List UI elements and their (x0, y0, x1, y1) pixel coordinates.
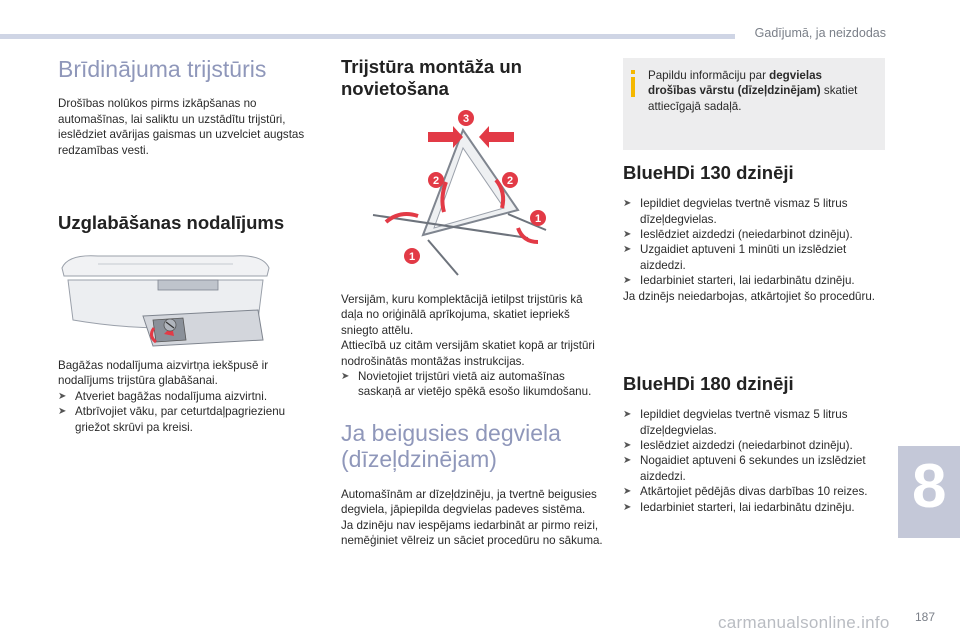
info-icon (631, 70, 635, 98)
list-item: ➤ Atkārtojiet pēdējās divas darbības 10 reizes. (623, 485, 868, 499)
storage-text: Bagāžas nodalījuma aizvirtņa iekšpusē ir nodalījums trijstūra glabāšanai. (58, 359, 269, 388)
list-item: ➤ Iepildiet degvielas tvertnē vismaz 5 litrus dīzeļdegvielas. (623, 408, 848, 437)
arrow-bullet-icon: ➤ (341, 371, 350, 383)
engine-130-section (623, 162, 885, 304)
callout-2-right: 2 (506, 175, 514, 187)
watermark: carmanualsonline.info (718, 613, 890, 632)
arrow-bullet-icon: ➤ (623, 440, 632, 451)
list-item: ➤ Nogaidiet aptuveni 6 sekundes un izslēdziet aizdedzi. (623, 454, 866, 483)
triangle-assembly-illustration (368, 110, 568, 285)
chapter-number: 8 (912, 452, 947, 521)
callout-1-left: 1 (408, 251, 416, 263)
list-item: ➤ Iepildiet degvielas tvertnē vismaz 5 litrus dīzeļdegvielas. (623, 197, 848, 226)
arrow-bullet-icon: ➤ (58, 390, 67, 402)
page-number: 187 (915, 610, 936, 624)
arrow-bullet-icon: ➤ (623, 198, 632, 210)
chapter-title: Gadījumā, ja neizdodas (754, 26, 886, 40)
chapter-tab (898, 446, 960, 538)
assembly-text: Versijām, kuru komplektācijā ietilpst trijstūris kā daļa no oriģinālā aprīkojuma, skatiet iepriekš sniegto attēlu. (341, 293, 583, 337)
intro-paragraph: Drošības nolūkos pirms izkāpšanas no automašīnas, lai saliktu un uzstādītu trijstūri, ieslēdziet avārijas gaismas un uzvelciet augstas redzamības vesti. (58, 97, 305, 157)
fuel-text-2: Ja dzinēju nav iespējams iedarbināt ar pirmo reizi, nemēģiniet vēlreiz un sāciet procedūru no sākuma. (341, 518, 603, 547)
callout-3: 3 (462, 113, 470, 125)
engine-180-section (623, 373, 885, 515)
list-item: ➤ Ieslēdziet aizdedzi (neiedarbinot dzinēju). (623, 228, 853, 241)
arrow-bullet-icon: ➤ (623, 275, 632, 287)
list-item: ➤ Atveriet bagāžas nodalījuma aizvirtni. (58, 389, 268, 403)
header-bar (0, 34, 735, 39)
assembly-text-2: Attiecībā uz citām versijām skatiet kopā ar trijstūri nodrošinātās montāžas instrukcijas. (341, 339, 595, 368)
list-item: ➤ Novietojiet trijstūri vietā aiz automašīnas saskaņā ar vietējo spēkā esošo likumdošanu. (341, 370, 592, 399)
list-item: ➤ Ieslēdziet aizdedzi (neiedarbinot dzinēju). (623, 439, 853, 452)
storage-instructions (58, 358, 308, 435)
list-item: ➤ Atbrīvojiet vāku, par ceturtdaļpagriezienu griežot skrūvi pa kreisi. (58, 405, 286, 434)
engine-130-note: Ja dzinējs neiedarbojas, atkārtojiet šo procedūru. (623, 289, 875, 303)
callout-1-right: 1 (534, 213, 542, 225)
arrow-bullet-icon: ➤ (58, 406, 67, 418)
info-text: Papildu informāciju par degvielas drošības vārstu (dīzeļdzinējam) skatiet attiecīgajā sadaļā. (648, 69, 858, 113)
section-title-assembly: Trijstūra montāža un novietošana (341, 56, 522, 100)
arrow-bullet-icon: ➤ (623, 409, 632, 421)
section-title-storage: Uzglabāšanas nodalījums (58, 212, 285, 234)
section-title-bluehdi-180: BlueHDi 180 dzinēji (623, 373, 794, 394)
arrow-bullet-icon: ➤ (623, 244, 632, 256)
info-box (623, 58, 885, 150)
trunk-compartment-illustration (58, 250, 273, 355)
list-item: ➤ Iedarbiniet starteri, lai iedarbinātu dzinēju. (623, 274, 855, 288)
list-item: ➤ Iedarbiniet starteri, lai iedarbinātu dzinēju. (623, 500, 855, 514)
arrow-bullet-icon: ➤ (623, 229, 632, 240)
callout-2-left: 2 (432, 175, 440, 187)
list-item: ➤ Uzgaidiet aptuveni 1 minūti un izslēdziet aizdedzi. (623, 243, 847, 272)
arrow-bullet-icon: ➤ (623, 501, 632, 513)
section-title-bluehdi-130: BlueHDi 130 dzinēji (623, 162, 794, 183)
arrow-bullet-icon: ➤ (623, 455, 632, 467)
section-title-warning-triangle: Brīdinājuma trijstūris (58, 56, 267, 82)
assembly-instructions (341, 292, 606, 548)
arrow-bullet-icon: ➤ (623, 486, 632, 498)
column-triangle-assembly (341, 56, 606, 100)
fuel-text: Automašīnām ar dīzeļdzinēju, ja tvertnē beigusies degviela, jāpiepilda degvielas padeves sistēma. (341, 487, 597, 517)
section-title-fuel: Ja beigusies degviela (dīzeļdzinējam) (341, 419, 561, 473)
column-warning-triangle (58, 56, 308, 234)
